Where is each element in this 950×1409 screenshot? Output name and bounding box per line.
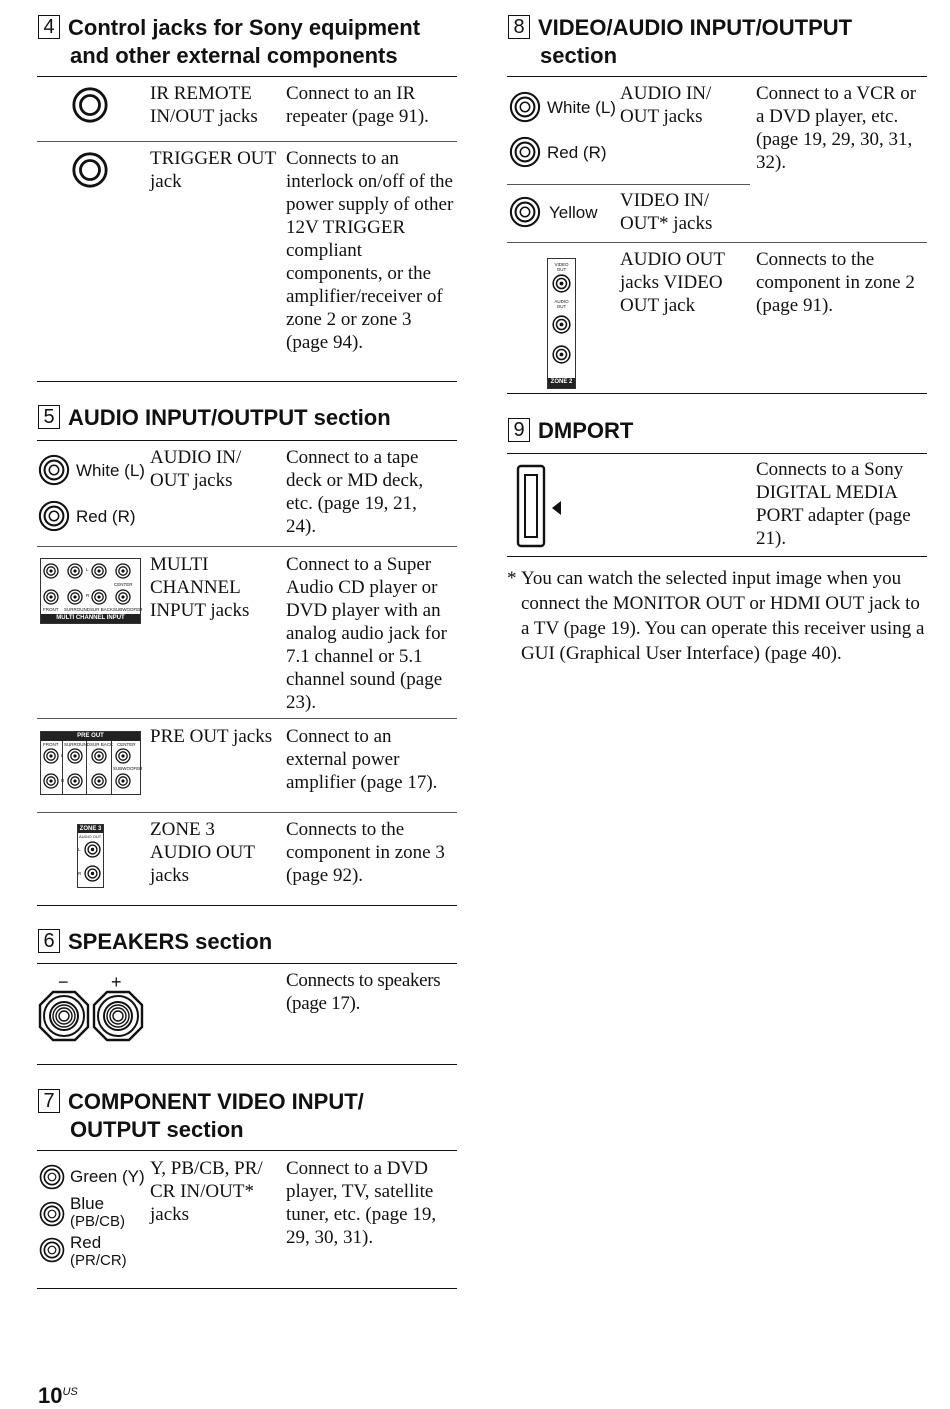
component-name: Y, PB/CB, PR/ CR IN/OUT* jacks xyxy=(150,1158,263,1225)
z3-r-mark: R xyxy=(78,871,82,876)
footnote-text: You can watch the selected input image when you connect the MONITOR OUT or HDMI OUT jack to a TV (page 19). You can operate this receiver using a GUI (Graphical User Interface) (page 40). xyxy=(521,568,925,664)
po-col-center: CENTER xyxy=(117,742,136,747)
section-4-title-line1: Control jacks for Sony equipment xyxy=(68,15,421,40)
mc-center-label: CENTER xyxy=(114,582,133,587)
multi-channel-desc: Connect to a Super Audio CD player or DVD player with an analog audio jack for 7.1 channel or 5.1 channel sound (page 23). xyxy=(286,554,447,713)
va-video-name: VIDEO IN/ OUT* jacks xyxy=(620,190,713,234)
po-jack-icon xyxy=(67,773,83,789)
va-red-label: Red (R) xyxy=(547,143,607,162)
po-jack-icon xyxy=(115,773,131,789)
va-red-jack-icon xyxy=(509,136,541,168)
z3-jack-l-icon xyxy=(84,841,101,858)
section-4-row-divider xyxy=(37,141,457,142)
section-9-top-rule xyxy=(507,453,927,454)
pre-out-desc: Connect to an external power amplifier (page 17). xyxy=(286,726,438,793)
section-9-number: 9 xyxy=(508,418,530,442)
zone-3-desc: Connects to the component in zone 3 (page 92). xyxy=(286,819,445,886)
mc-jack-icon xyxy=(91,563,107,579)
page-number-value: 10 xyxy=(38,1383,63,1408)
audio-inout-name: AUDIO IN/ OUT jacks xyxy=(150,447,242,491)
component-green-label: Green (Y) xyxy=(70,1167,145,1186)
mc-jack-icon xyxy=(115,589,131,605)
mc-jack-icon xyxy=(43,563,59,579)
pre-out-panel xyxy=(40,731,141,795)
component-red-jack-icon xyxy=(39,1237,65,1263)
trigger-out-desc: Connects to an interlock on/off of the power supply of other 12V TRIGGER compliant components, or the amplifier/receiver of zone 2 or zone 3 (page 94). xyxy=(286,148,454,353)
component-blue-label-1: Blue xyxy=(70,1194,105,1213)
po-jack-icon xyxy=(91,748,107,764)
ir-remote-name: IR REMOTE IN/OUT jacks xyxy=(150,83,258,127)
audio-white-label: White (L) xyxy=(76,461,145,480)
multi-channel-panel xyxy=(40,558,141,624)
section-7-title xyxy=(38,1088,364,1144)
section-4-title xyxy=(38,14,420,70)
mc-l-mark: L xyxy=(86,567,89,572)
po-subwoofer-label: SUBWOOFER xyxy=(113,766,143,771)
section-5-divider-1 xyxy=(37,546,457,547)
mc-jack-icon xyxy=(67,563,83,579)
va-yellow-jack-icon xyxy=(509,196,541,228)
page-number-suffix: US xyxy=(62,1386,78,1398)
po-jack-icon xyxy=(43,773,59,789)
section-4-top-rule xyxy=(37,76,457,77)
section-8-title xyxy=(508,14,852,70)
va-white-label: White (L) xyxy=(547,98,616,117)
section-5-number: 5 xyxy=(38,405,60,429)
mc-col-surround: SURROUND xyxy=(64,607,91,612)
component-red-label-1: Red xyxy=(70,1233,102,1252)
section-8-number: 8 xyxy=(508,15,530,39)
component-desc: Connect to a DVD player, TV, satellite tuner, etc. (page 19, 29, 30, 31). xyxy=(286,1158,437,1248)
section-8-divider-2 xyxy=(507,242,927,243)
zone-3-name: ZONE 3 AUDIO OUT jacks xyxy=(150,819,255,886)
z3-audio-out-label: AUDIO OUT xyxy=(79,834,102,839)
mc-jack-icon xyxy=(67,589,83,605)
z3-panel-bar: ZONE 3 xyxy=(79,826,102,832)
section-5-title-text: AUDIO INPUT/OUTPUT section xyxy=(68,405,391,430)
z2-video-jack-icon xyxy=(552,274,571,293)
mc-col-subwoofer: SUBWOOFER xyxy=(113,607,143,612)
section-5-divider-2 xyxy=(37,718,457,719)
component-green-jack-icon xyxy=(39,1164,65,1190)
section-6-title-text: SPEAKERS section xyxy=(68,929,273,954)
z2-audio-l-jack-icon xyxy=(552,315,571,334)
footnote-mark: * xyxy=(507,568,517,589)
po-panel-bar: PRE OUT xyxy=(41,732,140,741)
speakers-desc: Connects to speakers (page 17). xyxy=(286,970,441,1014)
mc-r-mark: R xyxy=(86,593,90,598)
section-9-bottom-rule xyxy=(507,556,927,557)
component-red-label-2: (PR/CR) xyxy=(70,1252,127,1269)
z3-jack-r-icon xyxy=(84,865,101,882)
z3-l-mark: L xyxy=(78,847,81,852)
section-6-bottom-rule xyxy=(37,1064,457,1065)
section-5-top-rule xyxy=(37,440,457,441)
page-number xyxy=(38,1383,78,1409)
section-7-title-line2: OUTPUT section xyxy=(70,1117,244,1142)
ir-remote-jack-icon xyxy=(71,86,109,124)
po-jack-icon xyxy=(91,773,107,789)
speaker-terminal-minus-icon xyxy=(38,990,90,1042)
z2-video-out-label: VIDEO OUT xyxy=(554,262,569,272)
va-yellow-label: Yellow xyxy=(549,203,598,222)
po-col-front: FRONT xyxy=(43,742,59,747)
po-col-divider xyxy=(111,741,112,794)
va-audio-desc: Connect to a VCR or a DVD player, etc. (page 19, 29, 30, 31, 32). xyxy=(756,83,917,173)
section-8-title-line1: VIDEO/AUDIO INPUT/OUTPUT xyxy=(538,15,853,40)
dmport-connector-icon xyxy=(516,464,566,548)
section-4-bottom-rule xyxy=(37,381,457,382)
po-col-surback: SUR BACK xyxy=(90,742,114,747)
pre-out-name: PRE OUT jacks xyxy=(150,726,273,747)
speaker-plus-label: + xyxy=(111,972,122,992)
section-7-number: 7 xyxy=(38,1089,60,1113)
speaker-terminal-plus-icon xyxy=(92,990,144,1042)
section-8-top-rule xyxy=(507,76,927,77)
section-4-title-line2: and other external components xyxy=(70,43,398,68)
va-audio-name: AUDIO IN/ OUT jacks xyxy=(620,83,712,127)
section-7-bottom-rule xyxy=(37,1288,457,1289)
component-blue-jack-icon xyxy=(39,1201,65,1227)
section-8-divider-1 xyxy=(507,184,750,185)
section-8-title-line2: section xyxy=(540,43,618,68)
mc-panel-bar: MULTI CHANNEL INPUT xyxy=(41,614,140,623)
component-blue-label-2: (PB/CB) xyxy=(70,1213,126,1230)
po-col-surround: SURROUND xyxy=(64,742,91,747)
mc-col-surback: SUR BACK xyxy=(90,607,114,612)
z2-audio-out-label: AUDIO OUT xyxy=(554,299,569,309)
section-4-number: 4 xyxy=(38,15,60,39)
trigger-out-jack-icon xyxy=(71,151,109,189)
trigger-out-name: TRIGGER OUT jack xyxy=(150,148,276,192)
audio-red-label: Red (R) xyxy=(76,507,136,526)
section-5-title xyxy=(38,404,391,432)
zone-3-panel xyxy=(77,824,104,888)
multi-channel-name: MULTI CHANNEL INPUT jacks xyxy=(150,554,250,621)
section-5-bottom-rule xyxy=(37,905,457,906)
audio-red-jack-icon xyxy=(38,500,70,532)
z2-audio-r-jack-icon xyxy=(552,345,571,364)
section-8-bottom-rule xyxy=(507,393,927,394)
mc-jack-icon xyxy=(43,589,59,605)
zone-2-desc: Connects to the component in zone 2 (page 91). xyxy=(756,249,915,316)
section-5-divider-3 xyxy=(37,812,457,813)
section-6-title xyxy=(38,928,272,956)
mc-jack-icon xyxy=(115,563,131,579)
z2-panel-bar: ZONE 2 xyxy=(548,378,575,388)
section-7-top-rule xyxy=(37,1150,457,1151)
po-r-mark: R xyxy=(61,778,65,783)
audio-inout-desc: Connect to a tape deck or MD deck, etc. (page 19, 21, 24). xyxy=(286,447,424,537)
zone-2-name: AUDIO OUT jacks VIDEO OUT jack xyxy=(620,249,725,316)
dmport-desc: Connects to a Sony DIGITAL MEDIA PORT adapter (page 21). xyxy=(756,459,911,549)
ir-remote-desc: Connect to an IR repeater (page 91). xyxy=(286,83,429,127)
speaker-minus-label: − xyxy=(58,972,69,992)
po-jack-icon xyxy=(43,748,59,764)
mc-jack-icon xyxy=(91,589,107,605)
va-white-jack-icon xyxy=(509,91,541,123)
po-jack-icon xyxy=(67,748,83,764)
section-6-number: 6 xyxy=(38,929,60,953)
mc-col-front: FRONT xyxy=(43,607,59,612)
zone-2-panel xyxy=(547,258,576,389)
section-6-top-rule xyxy=(37,963,457,964)
section-9-title-text: DMPORT xyxy=(538,418,634,443)
section-7-title-line1: COMPONENT VIDEO INPUT/ xyxy=(68,1089,364,1114)
section-9-title xyxy=(508,417,633,445)
po-col-divider xyxy=(86,741,87,794)
po-l-mark: L xyxy=(61,753,64,758)
audio-white-jack-icon xyxy=(38,454,70,486)
po-col-divider xyxy=(62,741,63,794)
po-jack-icon xyxy=(115,748,131,764)
